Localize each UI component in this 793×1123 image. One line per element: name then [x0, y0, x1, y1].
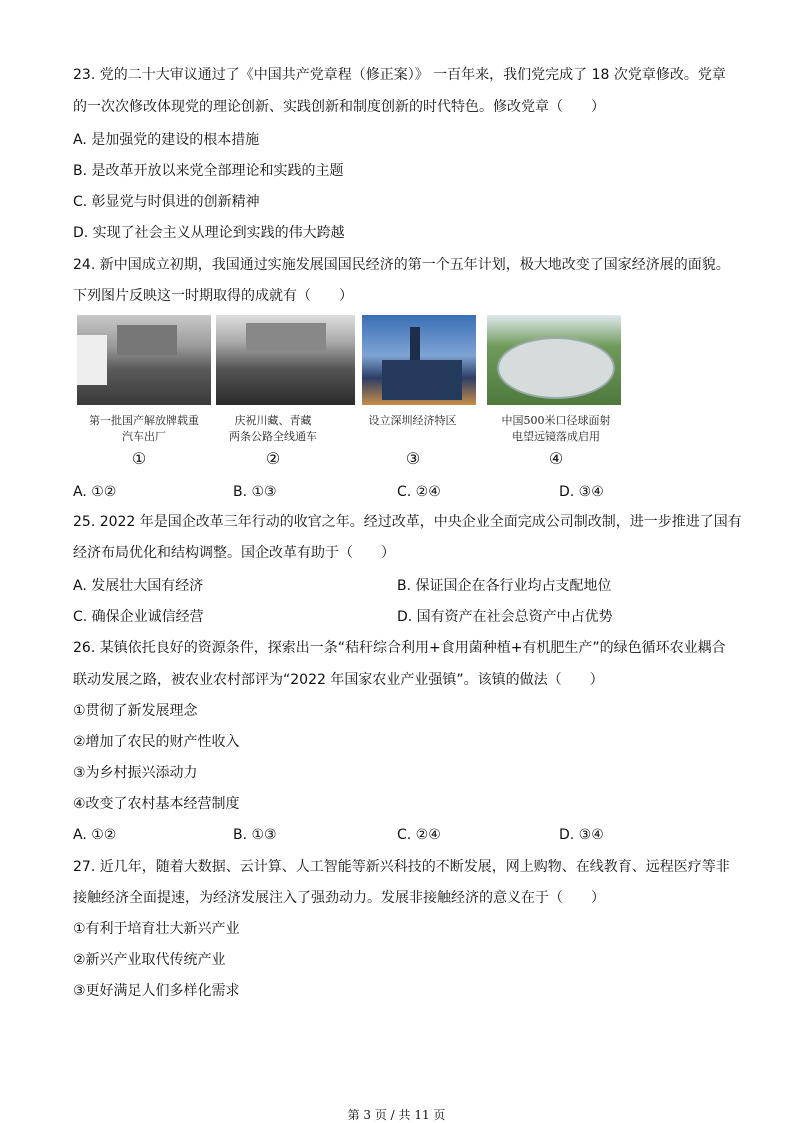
q24-option-b: B. ①③ — [233, 484, 277, 500]
q25-option-b: B. 保证国企在各行业均占支配地位 — [397, 578, 612, 594]
q26-stem-line2: 联动发展之路，被农业农村部评为“2022 年国家农业产业强镇”。该镇的做法（ ） — [73, 672, 604, 688]
picture-number-3: ③ — [405, 449, 421, 468]
caption-3: 设立深圳经济特区 — [368, 414, 457, 427]
q27-stem-line1: 27. 近几年，随着大数据、云计算、人工智能等新兴科技的不断发展，网上购物、在线教育、远程医疗等非 — [73, 859, 730, 875]
q23-stem-line2: 的一次次修改体现党的理论创新、实践创新和制度创新的时代特色。修改党章（ ） — [73, 99, 605, 115]
q23-option-d: D. 实现了社会主义从理论到实践的伟大跨越 — [73, 225, 345, 241]
q24-option-d: D. ③④ — [559, 484, 604, 500]
q25-option-a: A. 发展壮大国有经济 — [73, 578, 204, 594]
picture-number-1: ① — [131, 449, 147, 468]
q25-stem-line2: 经济布局优化和结构调整。国企改革有助于（ ） — [73, 545, 395, 561]
q26-item-1: ①贯彻了新发展理念 — [73, 703, 198, 719]
q26-item-4: ④改变了农村基本经营制度 — [73, 796, 240, 812]
q26-option-d: D. ③④ — [559, 827, 604, 843]
q24-stem-line1: 24. 新中国成立初期，我国通过实施发展国国民经济的第一个五年计划，极大地改变了国家经济展的面貌。 — [73, 257, 730, 273]
q26-item-2: ②增加了农民的财产性收入 — [73, 734, 240, 750]
q26-option-b: B. ①③ — [233, 827, 277, 843]
caption-4: 中国500米口径球面射 电望远镜落成启用 — [501, 414, 611, 443]
photo-fast-telescope — [487, 315, 621, 405]
caption-1: 第一批国产解放牌载重 汽车出厂 — [89, 414, 199, 443]
page-footer: 第 3 页 / 共 11 页 — [347, 1108, 446, 1122]
q26-option-c: C. ②④ — [397, 827, 441, 843]
q25-stem-line1: 25. 2022 年是国企改革三年行动的收官之年。经过改革，中央企业全面完成公司制改制，进一步推进了国有 — [73, 514, 742, 530]
caption-2: 庆祝川藏、青藏 两条公路全线通车 — [229, 414, 317, 443]
q23-option-c: C. 彰显党与时俱进的创新精神 — [73, 194, 260, 210]
picture-number-2: ② — [265, 449, 281, 468]
q26-stem-line1: 26. 某镇依托良好的资源条件，探索出一条“秸秆综合利用+食用菌种植+有机肥生产”的绿色循环农业耦合 — [73, 640, 726, 656]
picture-number-4: ④ — [548, 449, 564, 468]
q27-item-2: ②新兴产业取代传统产业 — [73, 952, 226, 968]
q23-option-b: B. 是改革开放以来党全部理论和实践的主题 — [73, 163, 344, 179]
q24-option-c: C. ②④ — [397, 484, 441, 500]
q26-option-a: A. ①② — [73, 827, 117, 843]
q24-stem-line2: 下列图片反映这一时期取得的成就有（ ） — [73, 288, 353, 304]
q23-option-a: A. 是加强党的建设的根本措施 — [73, 132, 260, 148]
q27-item-3: ③更好满足人们多样化需求 — [73, 983, 240, 999]
q23-stem-line1: 23. 党的二十大审议通过了《中国共产党章程（修正案）》 一百年来，我们党完成了 18 次党章修改。党章 — [73, 67, 726, 83]
q25-option-d: D. 国有资产在社会总资产中占优势 — [397, 609, 613, 625]
q25-option-c: C. 确保企业诚信经营 — [73, 609, 204, 625]
photo-road-celebration — [216, 315, 355, 405]
photo-shenzhen — [362, 315, 476, 405]
q27-item-1: ①有利于培育壮大新兴产业 — [73, 921, 240, 937]
q24-option-a: A. ①② — [73, 484, 117, 500]
q26-item-3: ③为乡村振兴添动力 — [73, 765, 198, 781]
q27-stem-line2: 接触经济全面提速，为经济发展注入了强劲动力。发展非接触经济的意义在于（ ） — [73, 890, 605, 906]
photo-truck-factory — [77, 315, 211, 405]
